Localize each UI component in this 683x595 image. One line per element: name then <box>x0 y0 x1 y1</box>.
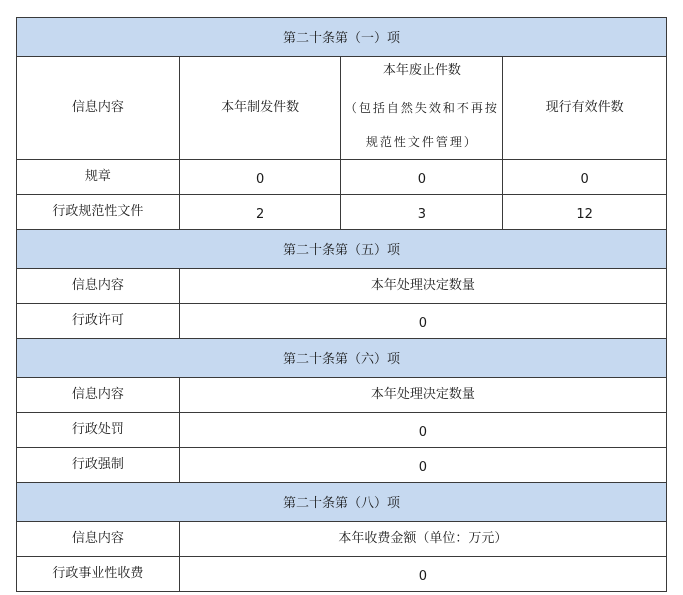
header-fee-amount: 本年收费金额（单位：万元） <box>179 522 666 557</box>
cell-abolished: 0 <box>341 160 503 195</box>
header-decision-count: 本年处理决定数量 <box>179 378 666 413</box>
header-info-content: 信息内容 <box>17 522 180 557</box>
section1-title: 第二十条第（一）项 <box>17 18 667 57</box>
section-header-row <box>17 18 667 57</box>
table-row <box>17 160 667 195</box>
table-row <box>17 413 667 448</box>
section-header-row <box>17 483 667 522</box>
cell-value: 0 <box>179 557 666 592</box>
section2-title: 第二十条第（五）项 <box>17 230 667 269</box>
section-header-row <box>17 339 667 378</box>
row-label: 行政事业性收费 <box>17 557 180 592</box>
section-header-row <box>17 230 667 269</box>
header-info-content: 信息内容 <box>17 269 180 304</box>
table-row <box>17 304 667 339</box>
row-label: 行政处罚 <box>17 413 180 448</box>
column-header-row <box>17 57 667 160</box>
abolished-note: （包括自然失效和不再按规范性文件管理） <box>344 100 499 149</box>
header-made-count: 本年制发件数 <box>179 57 341 160</box>
row-label: 规章 <box>17 160 180 195</box>
section4-title: 第二十条第（八）项 <box>17 483 667 522</box>
cell-current: 12 <box>503 195 667 230</box>
row-label: 行政强制 <box>17 448 180 483</box>
column-header-row <box>17 378 667 413</box>
cell-current: 0 <box>503 160 667 195</box>
row-label: 行政规范性文件 <box>17 195 180 230</box>
cell-value: 0 <box>179 304 666 339</box>
disclosure-table <box>16 17 667 592</box>
row-label: 行政许可 <box>17 304 180 339</box>
section3-title: 第二十条第（六）项 <box>17 339 667 378</box>
cell-value: 0 <box>179 413 666 448</box>
header-current-count: 现行有效件数 <box>503 57 667 160</box>
header-info-content: 信息内容 <box>17 378 180 413</box>
table-row <box>17 448 667 483</box>
header-info-content: 信息内容 <box>17 57 180 160</box>
header-abolished-count <box>341 57 503 160</box>
column-header-row <box>17 269 667 304</box>
column-header-row <box>17 522 667 557</box>
abolished-title: 本年废止件数 <box>382 63 461 79</box>
cell-abolished: 3 <box>341 195 503 230</box>
header-decision-count: 本年处理决定数量 <box>179 269 666 304</box>
cell-made: 2 <box>179 195 341 230</box>
cell-made: 0 <box>179 160 341 195</box>
cell-value: 0 <box>179 448 666 483</box>
table-row <box>17 195 667 230</box>
table-row <box>17 557 667 592</box>
